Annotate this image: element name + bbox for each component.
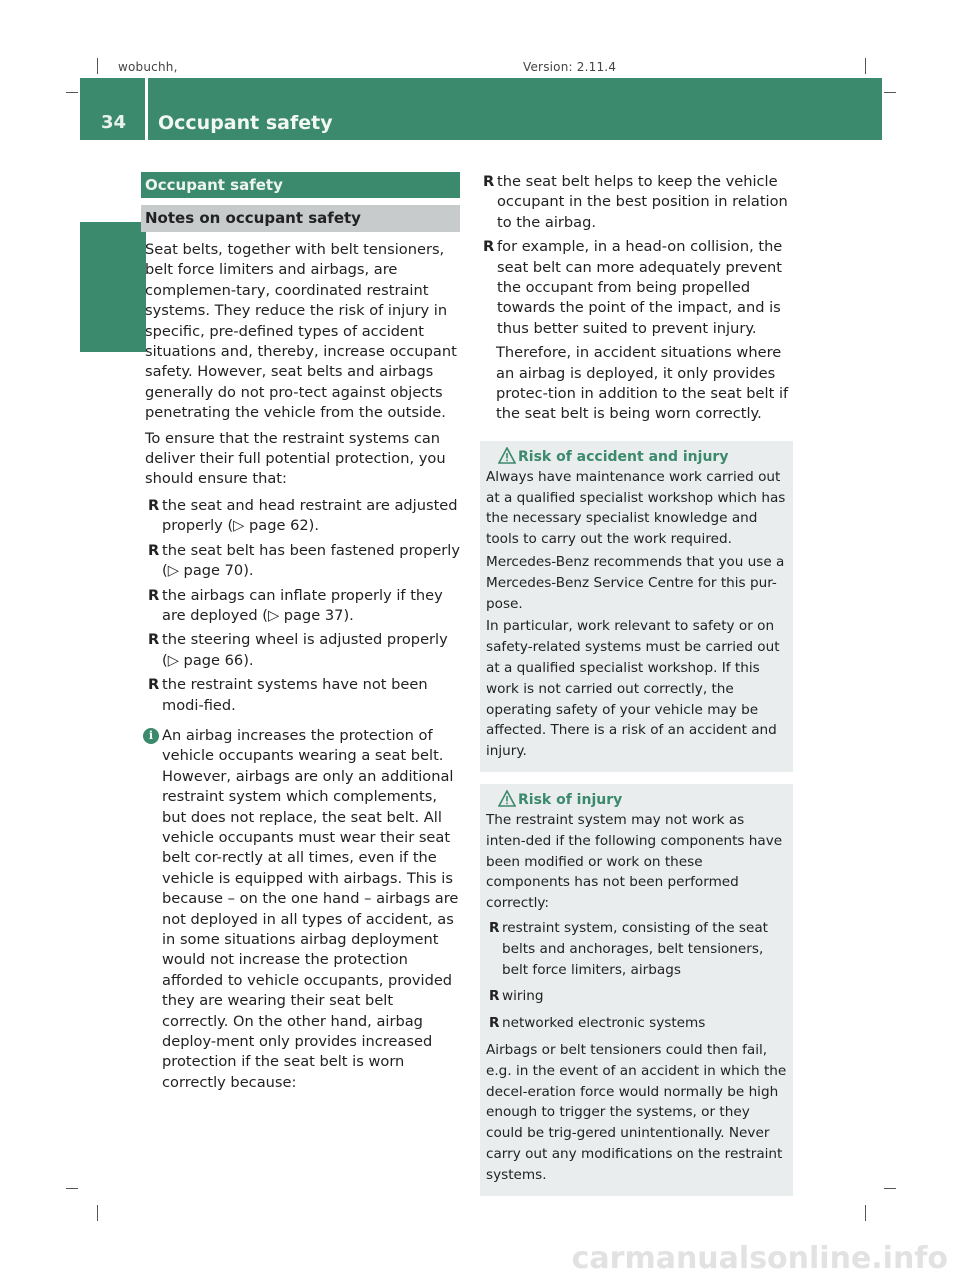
list-item: R wiring: [489, 988, 544, 1005]
info-note: [145, 726, 460, 1093]
crop-mark: [97, 1205, 98, 1221]
reasons-list: [480, 172, 794, 339]
therefore-paragraph: Therefore, in accident situations where an airbag is deployed, it only provides protec-tion in addition to the seat belt if the seat belt is being worn correctly.: [496, 344, 789, 423]
list-item: R the restraint systems have not been modi-fied.: [148, 676, 428, 714]
warning-title: Risk of accident and injury: [486, 447, 787, 467]
warning-text: Always have maintenance work carried out at a qualified specialist workshop which has the necessary specialist knowledge and tools to carry out the work required.: [486, 468, 786, 548]
crop-mark: [66, 92, 78, 93]
warning-box-injury: [480, 784, 793, 1196]
intro-paragraph: Seat belts, together with belt tensioners, belt force limiters and airbags, are complemen-tary, coordinated restraint systems. They reduce the risk of injury in specific, pre-defined types of accident situations and, thereby, increase occupant safety. However, seat belts and airbags generally do not pro-tect against objects penetrating the vehicle from the outside.: [145, 241, 457, 422]
crop-mark: [884, 1188, 896, 1189]
header-divider: [145, 78, 148, 140]
page-number: 34: [101, 112, 127, 133]
warning-text: Airbags or belt tensioners could then fail, e.g. in the event of an accident in which the decel-eration force would normally be high enough to trigger the systems, or they could be trig-gered unintentionally. Never carry out any modifications on the restraint systems.: [486, 1042, 787, 1183]
cut-mark-left-text: wobuchh,: [118, 60, 178, 74]
side-tab-label: Safety: [101, 267, 126, 348]
components-list: [486, 918, 787, 1034]
crop-mark: [865, 1205, 866, 1221]
section-heading: Occupant safety: [141, 172, 460, 198]
list-item: R the steering wheel is adjusted properly (▷ page 66).: [148, 631, 448, 669]
crop-mark: [66, 1188, 78, 1189]
list-item: R networked electronic systems: [489, 1015, 706, 1032]
ensure-paragraph: To ensure that the restraint systems can deliver their full potential protection, you should ensure that:: [145, 429, 446, 488]
watermark: carmanualsonline.info: [571, 1241, 948, 1276]
requirements-list: [145, 496, 460, 716]
warning-text: The restraint system may not work as inten-ded if the following components have been modified or work on these components has not been performed correctly:: [486, 812, 783, 912]
right-column: [480, 172, 794, 1196]
info-note-text: An airbag increases the protection of vehicle occupants wearing a seat belt. However, airbags are only an additional restraint system which complements, but does not replace, the seat belt. All vehicle occupants must wear their seat belt cor-rectly at all times, even if the vehicle is equipped with airbags. This is because – on the one hand – airbags are not deployed in all types of accident, as in some situations airbag deployment would not increase the protection afforded to vehicle occupants, provided they are wearing their seat belt correctly. On the other hand, airbag deploy-ment only provides increased protection if the seat belt is worn correctly because:: [162, 726, 459, 1091]
list-item: R for example, in a head-on collision, the seat belt can more adequately prevent the occupant from being propelled towards the point of the impact, and is thus better suited to prevent injury.: [483, 238, 783, 337]
crop-mark: [865, 58, 866, 74]
crop-mark: [97, 58, 98, 74]
cut-mark-right-text: Version: 2.11.4: [523, 60, 617, 74]
warning-text: Mercedes-Benz recommends that you use a Mercedes-Benz Service Centre for this pur-pose.: [486, 554, 785, 612]
warning-triangle-icon: [498, 790, 516, 808]
list-item: R the seat belt has been fastened properly (▷ page 70).: [148, 541, 460, 580]
warning-text: In particular, work relevant to safety or on safety-related systems must be carried out at a qualified specialist workshop. If this work is not carried out correctly, the operating safety of your vehicle may be affected. There is a risk of an accident and injury.: [486, 618, 780, 760]
crop-mark: [884, 92, 896, 93]
list-item: R the airbags can inflate properly if they are deployed (▷ page 37).: [148, 586, 443, 624]
list-item: R the seat belt helps to keep the vehicle occupant in the best position in relation to the airbag.: [483, 173, 788, 231]
list-item: R restraint system, consisting of the seat belts and anchorages, belt tensioners, belt force limiters, airbags: [489, 920, 768, 978]
warning-title: Risk of injury: [486, 790, 787, 810]
page-title: Occupant safety: [158, 112, 333, 134]
warning-triangle-icon: [498, 447, 516, 465]
warning-box-accident: [480, 441, 793, 772]
list-item: R the seat and head restraint are adjusted properly (▷ page 62).: [148, 496, 458, 535]
info-icon: i: [143, 728, 159, 744]
left-column: [145, 172, 460, 1093]
subsection-heading: Notes on occupant safety: [141, 205, 460, 232]
